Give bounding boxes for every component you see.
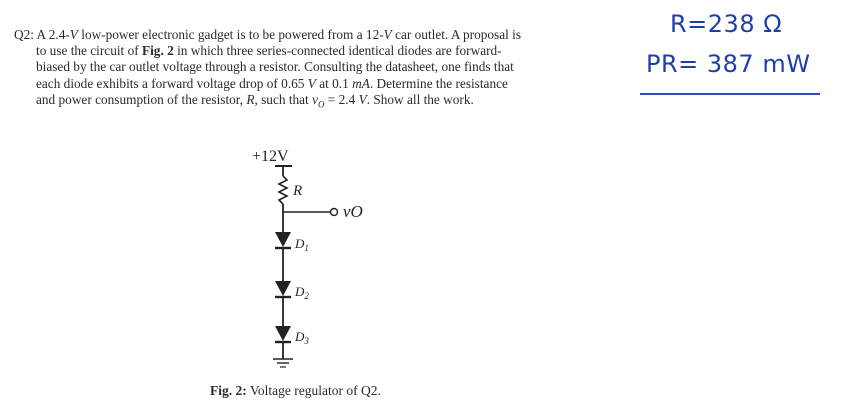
- diode-d3-symbol: [275, 326, 291, 341]
- ground-icon: [273, 359, 293, 367]
- figure-caption: [210, 383, 381, 399]
- resistor-label: R: [293, 183, 303, 199]
- question-line-5: and power consumption of the resistor, R, such that $v_O = 2.4$ V. Show all the work.: [36, 91, 474, 110]
- figure-caption-text: Voltage regulator of Q2.: [249, 383, 381, 398]
- figure-caption-number: Fig. 2:: [210, 383, 247, 398]
- question-line-1: Q2: A 2.4-V low-power electronic gadget is to be powered from a 12-V car outlet. A proposal is: [14, 27, 522, 42]
- question-line-2: to use the circuit of Fig. 2 in which three series-connected identical diodes are forward-: [36, 43, 502, 59]
- output-label: vO: [343, 202, 363, 221]
- diode-d1-label: $D_1$: [295, 236, 309, 253]
- answer-power: PR= 387 mW: [646, 50, 811, 78]
- output-terminal: [331, 209, 338, 216]
- diode-d1-symbol: [275, 232, 291, 247]
- question-line-3: biased by the car outlet voltage through a resistor. Consulting the datasheet, one finds that: [36, 59, 514, 75]
- diode-d2-label: $D_2$: [295, 284, 309, 301]
- answer-resistance: R=238 Ω: [670, 10, 783, 38]
- supply-label: +12V: [252, 148, 289, 165]
- resistor-symbol: [279, 176, 287, 204]
- diode-d3-label: $D_3$: [295, 329, 309, 346]
- question-line-4: each diode exhibits a forward voltage drop of 0.65 V at 0.1 mA. Determine the resistance: [36, 75, 508, 91]
- question-number: Q2:: [14, 27, 34, 42]
- diode-d2-symbol: [275, 281, 291, 296]
